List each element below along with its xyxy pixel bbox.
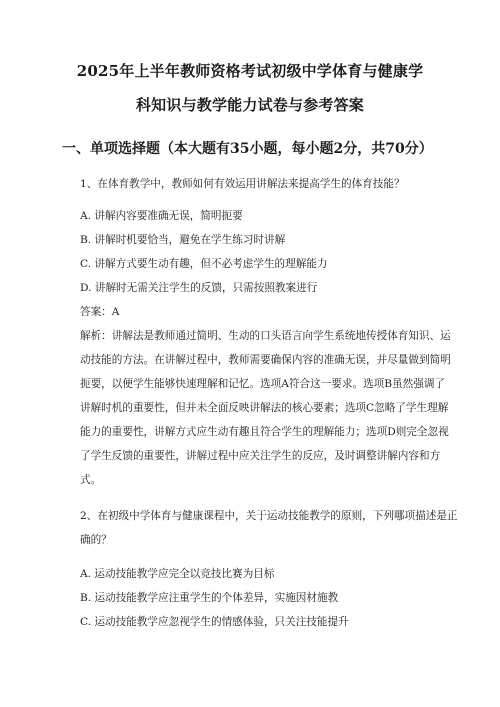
question-2-option-c: C. 运动技能教学应忽视学生的情感体验，只关注技能提升 <box>80 616 349 628</box>
question-1-explanation-line: 动技能的方法。在讲解过程中，教师需要确保内容的准确无误，并尽量做到简明 <box>80 354 451 366</box>
question-1-option-b: B. 讲解时机要恰当，避免在学生练习时讲解 <box>80 234 286 246</box>
section-heading: 一、单项选择题（本大题有35小题，每小题2分，共70分） <box>62 141 433 157</box>
document-title-line-2: 科知识与教学能力试卷与参考答案 <box>135 96 364 114</box>
question-1-option-c: C. 讲解方式要生动有趣，但不必考虑学生的理解能力 <box>80 258 328 270</box>
question-1-explanation-line: 讲解时机的重要性，但并未全面反映讲解法的核心要素；选项C忽略了学生理解 <box>80 402 449 414</box>
question-1-explanation-line: 扼要，以便学生能够快速理解和记忆。选项A符合这一要求。选项B虽然强调了 <box>80 378 446 390</box>
question-1-explanation-line: 式。 <box>80 474 102 486</box>
question-1-explanation-line: 能力的重要性，讲解方式应生动有趣且符合学生的理解能力；选项D则完全忽视 <box>80 426 449 438</box>
document-title-line-1: 2025年上半年教师资格考试初级中学体育与健康学 <box>76 62 424 80</box>
question-1-explanation-line: 解析：讲解法是教师通过简明、生动的口头语言向学生系统地传授体育知识、运 <box>80 330 451 342</box>
question-2-stem-line-1: 2、在初级中学体育与健康课程中，关于运动技能教学的原则，下列哪项描述是正 <box>80 510 458 522</box>
question-1-option-d: D. 讲解时无需关注学生的反馈，只需按照教案进行 <box>80 282 318 294</box>
question-2-option-b: B. 运动技能教学应注重学生的个体差异，实施因材施教 <box>80 592 339 604</box>
question-1-explanation-line: 了学生反馈的重要性，讲解过程中应关注学生的反应，及时调整讲解内容和方 <box>80 450 441 462</box>
question-1-answer: 答案：A <box>80 306 120 318</box>
question-2-option-a: A. 运动技能教学应完全以竞技比赛为目标 <box>80 568 275 580</box>
question-2-stem-line-2: 确的？ <box>80 534 112 546</box>
question-1-option-a: A. 讲解内容要准确无误，简明扼要 <box>80 210 243 222</box>
question-1-stem: 1、在体育教学中，教师如何有效运用讲解法来提高学生的体育技能？ <box>80 178 405 190</box>
